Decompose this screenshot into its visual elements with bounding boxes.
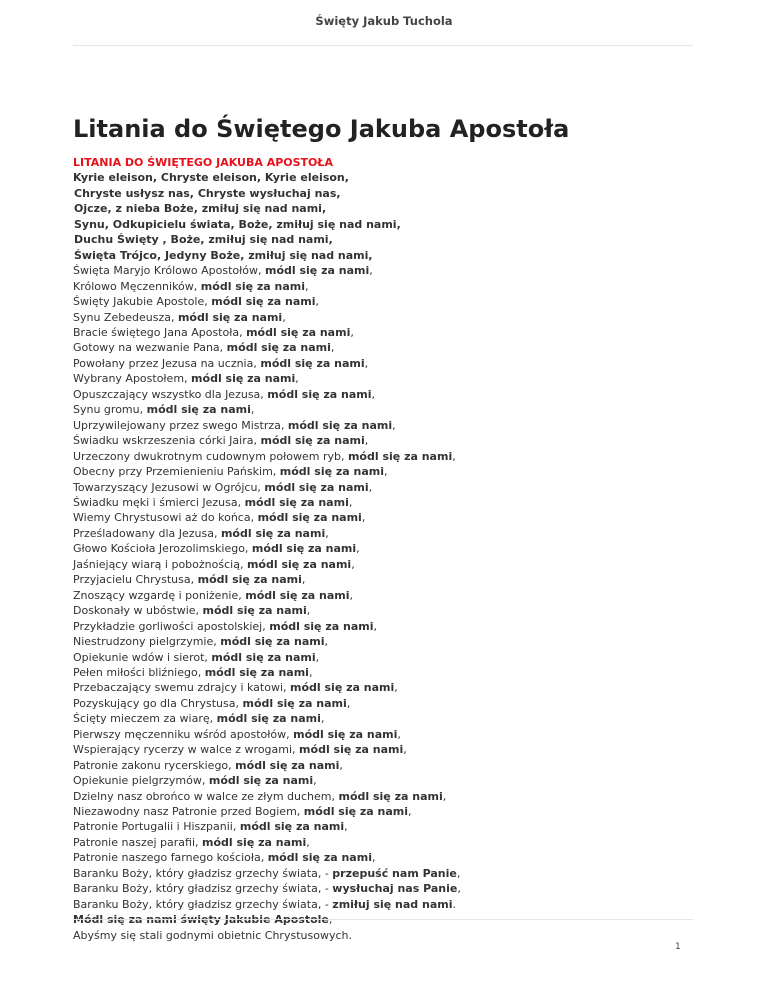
invocation-line: Niezawodny nasz Patronie przed Bogiem, módl się za nami,	[73, 805, 412, 819]
invocation-text: Patronie naszego farnego kościoła,	[73, 851, 265, 865]
kyrie-line: Kyrie eleison, Chryste eleison, Kyrie eleison,	[73, 171, 349, 185]
page-number: 1	[675, 942, 681, 952]
invocation-line: Bracie świętego Jana Apostoła, módl się za nami,	[73, 325, 354, 339]
invocation-response: módl się za nami	[338, 789, 443, 803]
invocation-line: Uprzywilejowany przez swego Mistrza, módl się za nami,	[73, 418, 396, 432]
invocation-text: Patronie Portugalii i Hiszpanii,	[73, 820, 237, 834]
agnus-dei-text: Baranku Boży, który gładzisz grzechy świata, -	[73, 866, 333, 880]
invocation-line: Opiekunie pielgrzymów, módl się za nami,	[73, 774, 317, 788]
invocation-line: Powołany przez Jezusa na ucznia, módl się za nami,	[73, 356, 369, 370]
invocation-response: módl się za nami	[244, 495, 349, 509]
invocation-text: Pełen miłości bliźniego,	[73, 665, 202, 679]
invocation-response: módl się za nami	[242, 696, 347, 710]
invocation-text: Synu Zebedeusza,	[73, 310, 175, 324]
footer-divider	[73, 919, 693, 920]
invocation-text: Patronie zakonu rycerskiego,	[73, 758, 232, 772]
litany-heading: LITANIA DO ŚWIĘTEGO JAKUBA APOSTOŁA	[73, 156, 333, 169]
invocation-line: Opiekunie wdów i sierot, módl się za nami,	[73, 650, 320, 664]
invocation-text: Uprzywilejowany przez swego Mistrza,	[73, 418, 285, 432]
invocation-line: Obecny przy Przemienieniu Pańskim, módl się za nami,	[73, 465, 388, 479]
invocation-response: módl się za nami	[235, 758, 340, 772]
invocation-response: módl się za nami	[265, 264, 370, 278]
invocation-response: módl się za nami	[347, 449, 453, 463]
invocation-line: Patronie zakonu rycerskiego, módl się za nami,	[73, 758, 343, 772]
invocation-response: módl się za nami	[202, 835, 307, 849]
invocation-text: Opuszczający wszystko dla Jezusa,	[73, 387, 264, 401]
agnus-dei-end: .	[452, 897, 456, 911]
invocation-response: módl się za nami	[267, 851, 372, 865]
page-title: Litania do Świętego Jakuba Apostoła	[73, 115, 570, 143]
invocation-response: módl się za nami	[226, 341, 331, 355]
invocation-response: módl się za nami	[267, 387, 372, 401]
invocation-text: Powołany przez Jezusa na ucznia,	[73, 356, 257, 370]
invocation-line: Wspierający rycerzy w walce z wrogami, módl się za nami,	[73, 743, 407, 757]
invocation-text: Przebaczający swemu zdrajcy i katowi,	[73, 681, 287, 695]
invocation-response: módl się za nami	[208, 774, 314, 788]
invocation-text: Patronie naszej parafii,	[73, 835, 199, 849]
invocation-line: Pozyskujący go dla Chrystusa, módl się za nami,	[73, 696, 351, 710]
invocation-line: Urzeczony dwukrotnym cudownym połowem ryb, módl się za nami,	[73, 449, 456, 463]
invocation-text: Wybrany Apostołem,	[73, 372, 188, 386]
invocation-text: Ścięty mieczem za wiarę,	[73, 712, 214, 726]
invocation-line: Niestrudzony pielgrzymie, módl się za nami,	[73, 635, 328, 649]
invocation-response: módl się za nami	[245, 588, 350, 602]
invocation-line: Ścięty mieczem za wiarę, módl się za nami,	[73, 712, 325, 726]
invocation-line: Królowo Męczenników, módl się za nami,	[73, 279, 309, 293]
invocation-line: Świadku wskrzeszenia córki Jaira, módl się za nami,	[73, 434, 369, 448]
invocation-response: módl się za nami	[211, 650, 316, 664]
invocation-text: Pozyskujący go dla Chrystusa,	[73, 696, 239, 710]
invocation-text: Znoszący wzgardę i poniżenie,	[73, 588, 242, 602]
invocation-response: módl się za nami	[260, 356, 365, 370]
invocation-text: Bracie świętego Jana Apostoła,	[73, 325, 243, 339]
invocation-response: módl się za nami	[257, 511, 362, 525]
agnus-dei-response: zmiłuj się nad nami	[332, 897, 453, 911]
header-divider	[73, 45, 693, 46]
invocation-text: Urzeczony dwukrotnym cudownym połowem ryb,	[73, 449, 345, 463]
invocation-text: Wiemy Chrystusowi aż do końca,	[73, 511, 255, 525]
invocation-text: Jaśniejący wiarą i pobożnością,	[73, 557, 244, 571]
site-header-title: Święty Jakub Tuchola	[315, 14, 453, 28]
invocation-line: Wiemy Chrystusowi aż do końca, módl się za nami,	[73, 511, 366, 525]
invocation-response: módl się za nami	[246, 325, 351, 339]
invocation-line: Patronie naszego farnego kościoła, módl się za nami,	[73, 851, 376, 865]
invocation-response: módl się za nami	[264, 480, 369, 494]
invocation-text: Niestrudzony pielgrzymie,	[73, 635, 217, 649]
invocation-line: Doskonały w ubóstwie, módl się za nami,	[73, 604, 311, 618]
invocation-response: módl się za nami	[177, 310, 283, 324]
invocation-response: módl się za nami	[260, 434, 365, 448]
invocation-text: Święty Jakubie Apostole,	[73, 295, 208, 309]
invocation-line: Wybrany Apostołem, módl się za nami,	[73, 372, 299, 386]
invocation-line: Święty Jakubie Apostole, módl się za nami,	[73, 295, 319, 309]
invocation-line: Znoszący wzgardę i poniżenie, módl się za nami,	[73, 588, 353, 602]
invocation-response: módl się za nami	[279, 465, 385, 479]
invocation-response: módl się za nami	[246, 557, 352, 571]
invocation-line: Gotowy na wezwanie Pana, módl się za nami,	[73, 341, 335, 355]
invocation-response: módl się za nami	[204, 665, 309, 679]
invocation-line: Przebaczający swemu zdrajcy i katowi, módl się za nami,	[73, 681, 398, 695]
invocation-line: Opuszczający wszystko dla Jezusa, módl się za nami,	[73, 387, 376, 401]
agnus-dei-line	[73, 897, 713, 912]
invocation-text: Wspierający rycerzy w walce z wrogami,	[73, 743, 296, 757]
invocation-response: módl się za nami	[146, 403, 251, 417]
invocation-response: módl się za nami	[197, 573, 302, 587]
invocation-line: Głowo Kościoła Jerozolimskiego, módl się za nami,	[73, 542, 360, 556]
invocation-line: Przyjacielu Chrystusa, módl się za nami,	[73, 573, 306, 587]
agnus-dei-block	[73, 866, 713, 912]
invocation-line: Świadku męki i śmierci Jezusa, módl się za nami,	[73, 495, 353, 509]
invocation-line: Towarzyszący Jezusowi w Ogrójcu, módl się za nami,	[73, 480, 373, 494]
invocation-response: módl się za nami	[287, 418, 393, 432]
invocation-response: módl się za nami	[269, 619, 374, 633]
invocation-response: módl się za nami	[216, 712, 321, 726]
invocation-text: Królowo Męczenników,	[73, 279, 198, 293]
invocation-text: Gotowy na wezwanie Pana,	[73, 341, 224, 355]
invocation-text: Świadku wskrzeszenia córki Jaira,	[73, 434, 257, 448]
invocation-response: módl się za nami	[211, 295, 316, 309]
invocation-text: Pierwszy męczenniku wśród apostołów,	[73, 727, 290, 741]
invocation-line: Patronie naszej parafii, módl się za nami,	[73, 835, 310, 849]
invocation-text: Głowo Kościoła Jerozolimskiego,	[73, 542, 249, 556]
invocation-line: Synu gromu, módl się za nami,	[73, 403, 255, 417]
agnus-dei-response: przepuść nam Panie	[332, 866, 457, 880]
invocation-response: módl się za nami	[293, 727, 398, 741]
invocation-response: módl się za nami	[251, 542, 357, 556]
invocation-response: módl się za nami	[299, 743, 404, 757]
invocation-text: Doskonały w ubóstwie,	[73, 604, 200, 618]
agnus-dei-response: wysłuchaj nas Panie	[332, 882, 458, 896]
invocation-text: Święta Maryjo Królowo Apostołów,	[73, 264, 262, 278]
closing-prayer: Abyśmy się stali godnymi obietnic Chrystusowych.	[73, 928, 352, 942]
invocation-text: Dzielny nasz obrońco w walce ze złym duchem,	[73, 789, 335, 803]
invocation-line: Patronie Portugalii i Hiszpanii, módl się za nami,	[73, 820, 348, 834]
invocation-line: Przykładzie gorliwości apostolskiej, módl się za nami,	[73, 619, 377, 633]
agnus-dei-end: ,	[456, 866, 461, 880]
invocation-response: módl się za nami	[200, 279, 306, 293]
invocation-text: Synu gromu,	[73, 403, 144, 417]
kyrie-line: Duchu Święty , Boże, zmiłuj się nad nami,	[74, 233, 333, 247]
invocation-line: Dzielny nasz obrońco w walce ze złym duchem, módl się za nami,	[73, 789, 447, 803]
agnus-dei-end: ,	[457, 882, 461, 896]
invocation-response: módl się za nami	[220, 526, 326, 540]
invocation-response: módl się za nami	[191, 372, 296, 386]
invocation-text: Niezawodny nasz Patronie przed Bogiem,	[73, 805, 301, 819]
invocation-text: Opiekunie wdów i sierot,	[73, 650, 208, 664]
invocation-line: Jaśniejący wiarą i pobożnością, módl się za nami,	[73, 557, 355, 571]
invocation-line: Synu Zebedeusza, módl się za nami,	[73, 310, 286, 324]
invocation-response: módl się za nami	[290, 681, 395, 695]
invocation-line: Pierwszy męczenniku wśród apostołów, módl się za nami,	[73, 727, 401, 741]
kyrie-line: Synu, Odkupicielu świata, Boże, zmiłuj się nad nami,	[74, 217, 401, 231]
invocation-response: módl się za nami	[239, 820, 345, 834]
invocation-list	[73, 263, 713, 866]
agnus-dei-line	[73, 866, 713, 881]
invocation-response: módl się za nami	[202, 604, 307, 618]
invocation-text: Towarzyszący Jezusowi w Ogrójcu,	[73, 480, 261, 494]
invocation-response: módl się za nami	[220, 635, 325, 649]
invocation-text: Prześladowany dla Jezusa,	[73, 526, 218, 540]
invocation-text: Przyjacielu Chrystusa,	[73, 573, 195, 587]
invocation-text: Przykładzie gorliwości apostolskiej,	[73, 619, 266, 633]
invocation-line: Święta Maryjo Królowo Apostołów, módl się za nami,	[73, 264, 373, 278]
invocation-line: Pełen miłości bliźniego, módl się za nami,	[73, 665, 313, 679]
invocation-line: Prześladowany dla Jezusa, módl się za nami,	[73, 526, 329, 540]
invocation-text: Świadku męki i śmierci Jezusa,	[73, 495, 242, 509]
kyrie-line: Chryste usłysz nas, Chryste wysłuchaj nas,	[74, 186, 341, 200]
litany-body	[73, 155, 713, 943]
kyrie-line: Ojcze, z nieba Boże, zmiłuj się nad nami,	[74, 202, 327, 216]
invocation-text: Obecny przy Przemienieniu Pańskim,	[73, 465, 277, 479]
agnus-dei-text: Baranku Boży, który gładzisz grzechy świata, -	[73, 882, 333, 896]
invocation-response: módl się za nami	[303, 805, 409, 819]
agnus-dei-text: Baranku Boży, który gładzisz grzechy świata, -	[73, 897, 333, 911]
invocation-text: Opiekunie pielgrzymów,	[73, 774, 206, 788]
kyrie-line: Święta Trójco, Jedyny Boże, zmiłuj się nad nami,	[74, 248, 373, 262]
agnus-dei-line	[73, 881, 713, 896]
